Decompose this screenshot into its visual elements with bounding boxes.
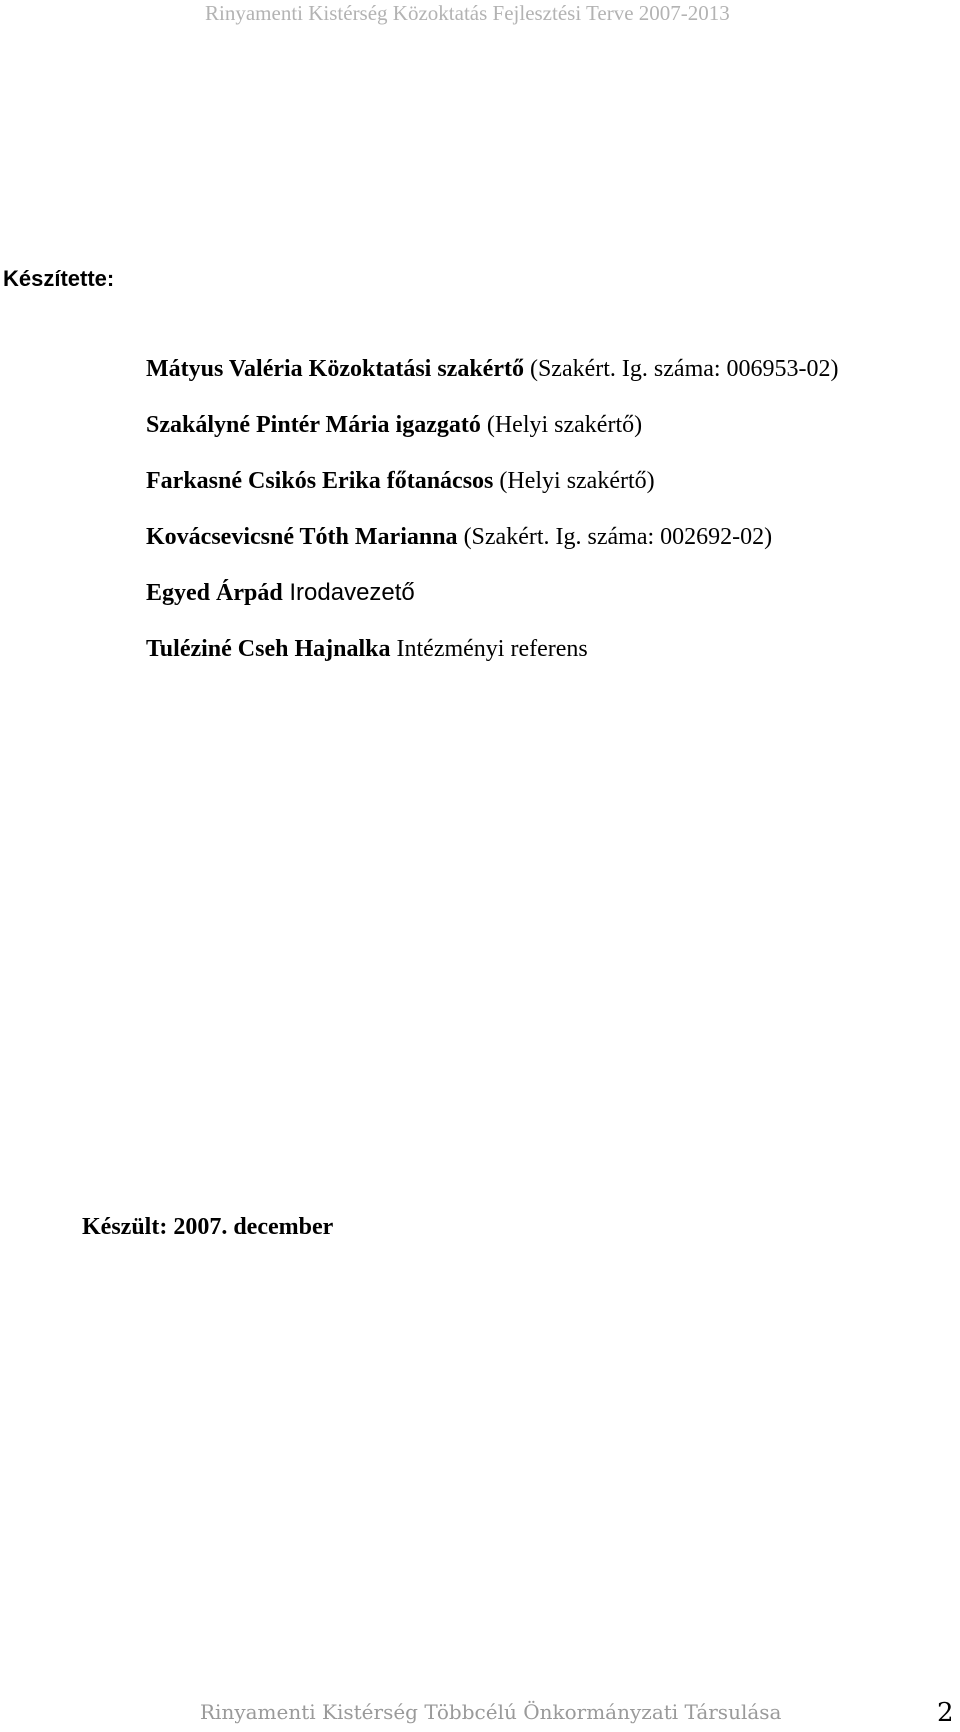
author-role: (Helyi szakértő) [486,412,643,438]
prepared-date: Készült: 2007. december [82,1214,334,1240]
author-name: Mátyus Valéria Közoktatási szakértő [146,356,524,382]
page-number: 2 [937,1698,954,1728]
author-entry [146,522,839,552]
author-role: (Szakért. Ig. száma: 006953-02) [529,356,839,382]
author-entry [146,354,839,384]
page-header: Rinyamenti Kistérség Közoktatás Fejlesztési Terve 2007-2013 [205,1,730,25]
author-role: Intézményi referens [396,636,588,662]
author-role: Irodavezető [289,579,415,606]
author-name: Farkasné Csikós Erika főtanácsos [146,468,494,494]
footer-organization: Rinyamenti Kistérség Többcélú Önkormányzati Társulása [200,1700,782,1724]
prepared-by-label: Készítette: [3,266,115,291]
author-role: (Szakért. Ig. száma: 002692-02) [463,524,773,550]
author-name: Egyed Árpád [146,580,283,606]
author-name: Tuléziné Cseh Hajnalka [146,636,391,662]
author-name: Kovácsevicsné Tóth Marianna [146,524,458,550]
page-footer [200,1693,960,1729]
author-entry [146,466,839,496]
author-list [146,354,839,690]
author-entry [146,634,839,664]
author-entry [146,578,839,608]
author-entry [146,410,839,440]
author-name: Szakályné Pintér Mária igazgató [146,412,481,438]
author-role: (Helyi szakértő) [499,468,655,494]
